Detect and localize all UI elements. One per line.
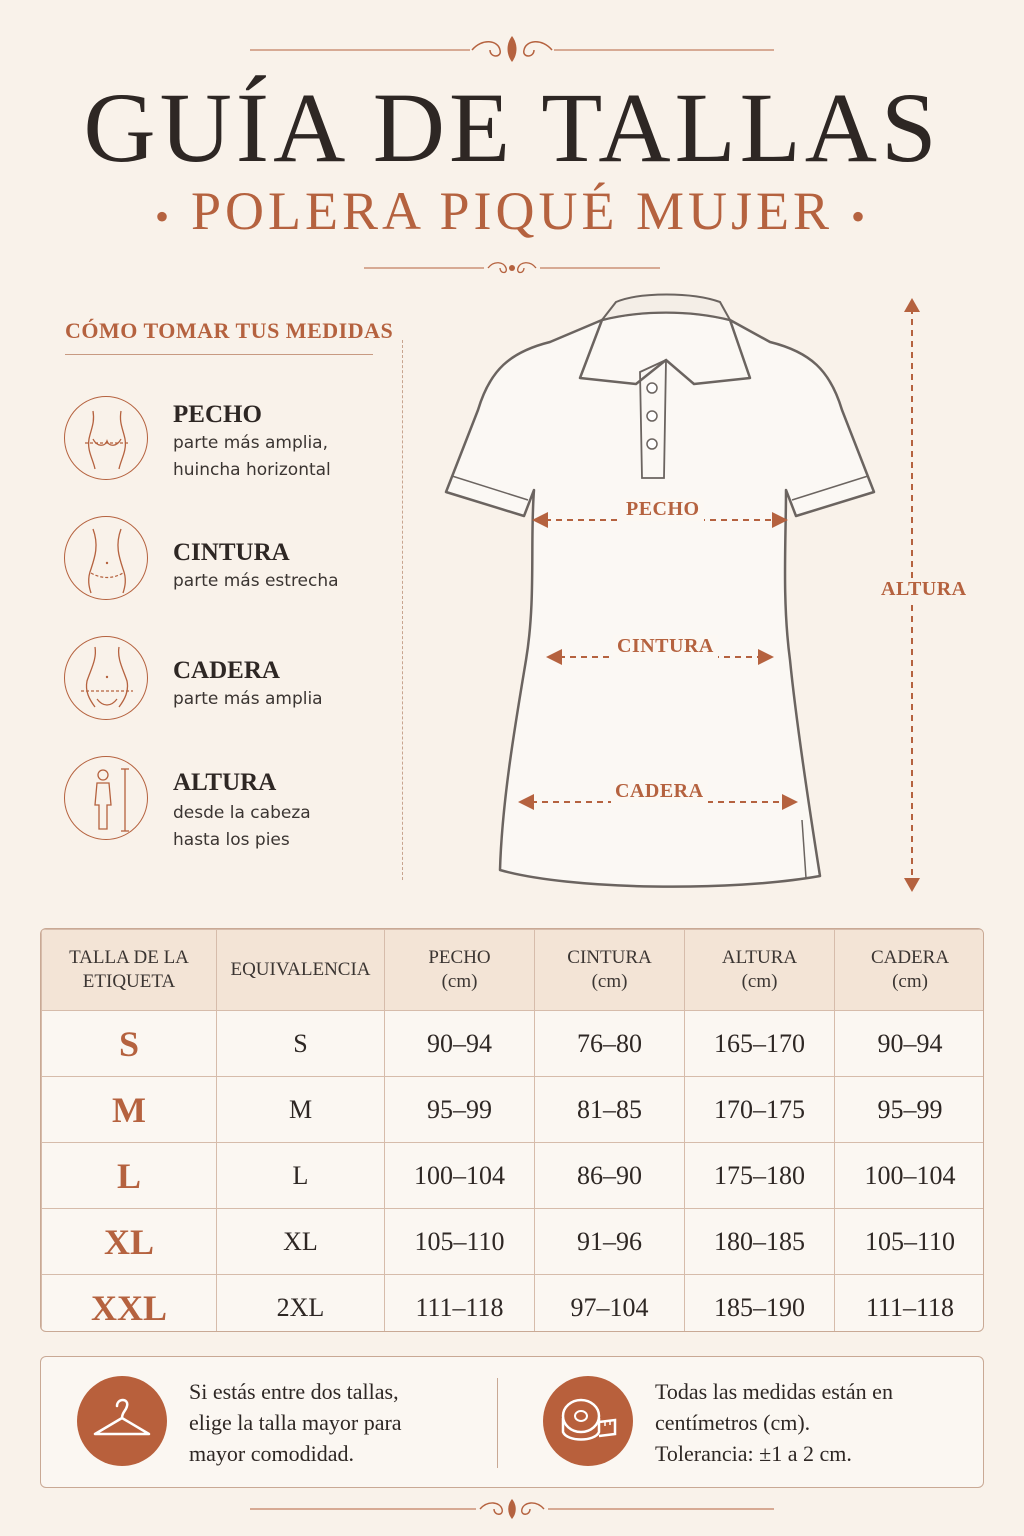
note-line: Todas las medidas están en — [655, 1379, 893, 1404]
hip-cell: 105–110 — [835, 1209, 985, 1275]
size-cell: M — [42, 1077, 217, 1143]
measure-desc-hip — [173, 686, 393, 713]
measure-name-hip: CADERA — [173, 657, 280, 684]
chest-cell: 95–99 — [385, 1077, 535, 1143]
table-row — [42, 1209, 985, 1275]
header-line: (cm) — [892, 971, 928, 992]
measure-desc-line: huincha horizontal — [173, 460, 331, 480]
top-ornament — [250, 30, 774, 70]
hip-cell: 95–99 — [835, 1077, 985, 1143]
diagram-chest-label: PECHO — [622, 498, 704, 521]
header-line: ALTURA — [721, 947, 798, 968]
table-header-row — [42, 930, 985, 1011]
table-row — [42, 1275, 985, 1333]
header-line: EQUIVALENCIA — [230, 959, 371, 980]
tip-line: elige la talla mayor para — [189, 1410, 402, 1435]
waist-cell: 97–104 — [535, 1275, 685, 1333]
measure-name-waist: CINTURA — [173, 539, 290, 566]
header-line: PECHO — [428, 947, 491, 968]
header-chest — [385, 930, 535, 1011]
size-cell: S — [42, 1011, 217, 1077]
equivalence-cell: L — [217, 1143, 385, 1209]
size-cell: XL — [42, 1209, 217, 1275]
polo-shirt-diagram — [430, 280, 910, 900]
height-cell: 165–170 — [685, 1011, 835, 1077]
hanger-icon — [77, 1376, 167, 1466]
header-waist — [535, 930, 685, 1011]
how-to-measure-title: CÓMO TOMAR TUS MEDIDAS — [65, 318, 394, 343]
header-label-size — [42, 930, 217, 1011]
header-line: CINTURA — [567, 947, 652, 968]
header-line: (cm) — [441, 971, 478, 992]
header-line: (cm) — [591, 971, 628, 992]
diagram-height-label: ALTURA — [877, 578, 971, 601]
header-line: ETIQUETA — [82, 971, 176, 992]
header-line: (cm) — [741, 971, 778, 992]
chest-cell: 100–104 — [385, 1143, 535, 1209]
tip-line: Si estás entre dos tallas, — [189, 1379, 399, 1404]
hip-icon — [64, 636, 148, 720]
subtitle-ornament — [364, 256, 660, 280]
waist-cell: 91–96 — [535, 1209, 685, 1275]
tip-line: mayor comodidad. — [189, 1441, 354, 1466]
hip-cell: 111–118 — [835, 1275, 985, 1333]
table-row — [42, 1011, 985, 1077]
chest-cell: 111–118 — [385, 1275, 535, 1333]
subtitle-text: POLERA PIQUÉ MUJER — [190, 181, 834, 241]
header-line: TALLA DE LA — [69, 947, 189, 968]
measure-name-height: ALTURA — [173, 769, 277, 796]
hip-cell: 100–104 — [835, 1143, 985, 1209]
height-cell: 180–185 — [685, 1209, 835, 1275]
measure-desc-line: desde la cabeza — [173, 803, 311, 823]
diagram-waist-label: CINTURA — [613, 635, 718, 658]
note-line: Tolerancia: ±1 a 2 cm. — [655, 1441, 852, 1466]
header-height — [685, 930, 835, 1011]
header-hip — [835, 930, 985, 1011]
equivalence-cell: M — [217, 1077, 385, 1143]
table-row — [42, 1143, 985, 1209]
waist-cell: 81–85 — [535, 1077, 685, 1143]
height-icon — [64, 756, 148, 840]
tip-text — [189, 1376, 402, 1469]
how-to-measure-divider — [65, 354, 373, 355]
table-row — [42, 1077, 985, 1143]
header-equivalence — [217, 930, 385, 1011]
height-cell: 185–190 — [685, 1275, 835, 1333]
bullet-right: • — [851, 193, 870, 239]
equivalence-cell: XL — [217, 1209, 385, 1275]
height-cell: 175–180 — [685, 1143, 835, 1209]
size-cell: XXL — [42, 1275, 217, 1333]
measure-desc-line: parte más amplia, — [173, 433, 329, 453]
note-text — [655, 1376, 893, 1469]
size-table — [40, 928, 984, 1332]
waist-cell: 86–90 — [535, 1143, 685, 1209]
size-cell: L — [42, 1143, 217, 1209]
page-title: GUÍA DE TALLAS — [83, 72, 941, 183]
measure-desc-height — [173, 800, 393, 854]
bust-icon — [64, 396, 148, 480]
note-line: centímetros (cm). — [655, 1410, 811, 1435]
measure-desc-line: parte más amplia — [173, 689, 323, 709]
measure-desc-line: hasta los pies — [173, 830, 290, 850]
chest-cell: 105–110 — [385, 1209, 535, 1275]
section-divider — [402, 340, 403, 880]
measure-desc-waist — [173, 568, 393, 595]
chest-cell: 90–94 — [385, 1011, 535, 1077]
height-cell: 170–175 — [685, 1077, 835, 1143]
diagram-hip-label: CADERA — [611, 780, 708, 803]
page-subtitle — [0, 181, 1024, 241]
measure-name-chest: PECHO — [173, 401, 262, 428]
waist-cell: 76–80 — [535, 1011, 685, 1077]
bullet-left: • — [154, 193, 173, 239]
measure-desc-line: parte más estrecha — [173, 571, 339, 591]
bottom-ornament — [250, 1494, 774, 1524]
measuring-tape-icon — [543, 1376, 633, 1466]
header-line: CADERA — [870, 947, 950, 968]
footer-divider — [497, 1378, 498, 1468]
equivalence-cell: 2XL — [217, 1275, 385, 1333]
equivalence-cell: S — [217, 1011, 385, 1077]
hip-cell: 90–94 — [835, 1011, 985, 1077]
measure-desc-chest — [173, 430, 393, 484]
waist-icon — [64, 516, 148, 600]
